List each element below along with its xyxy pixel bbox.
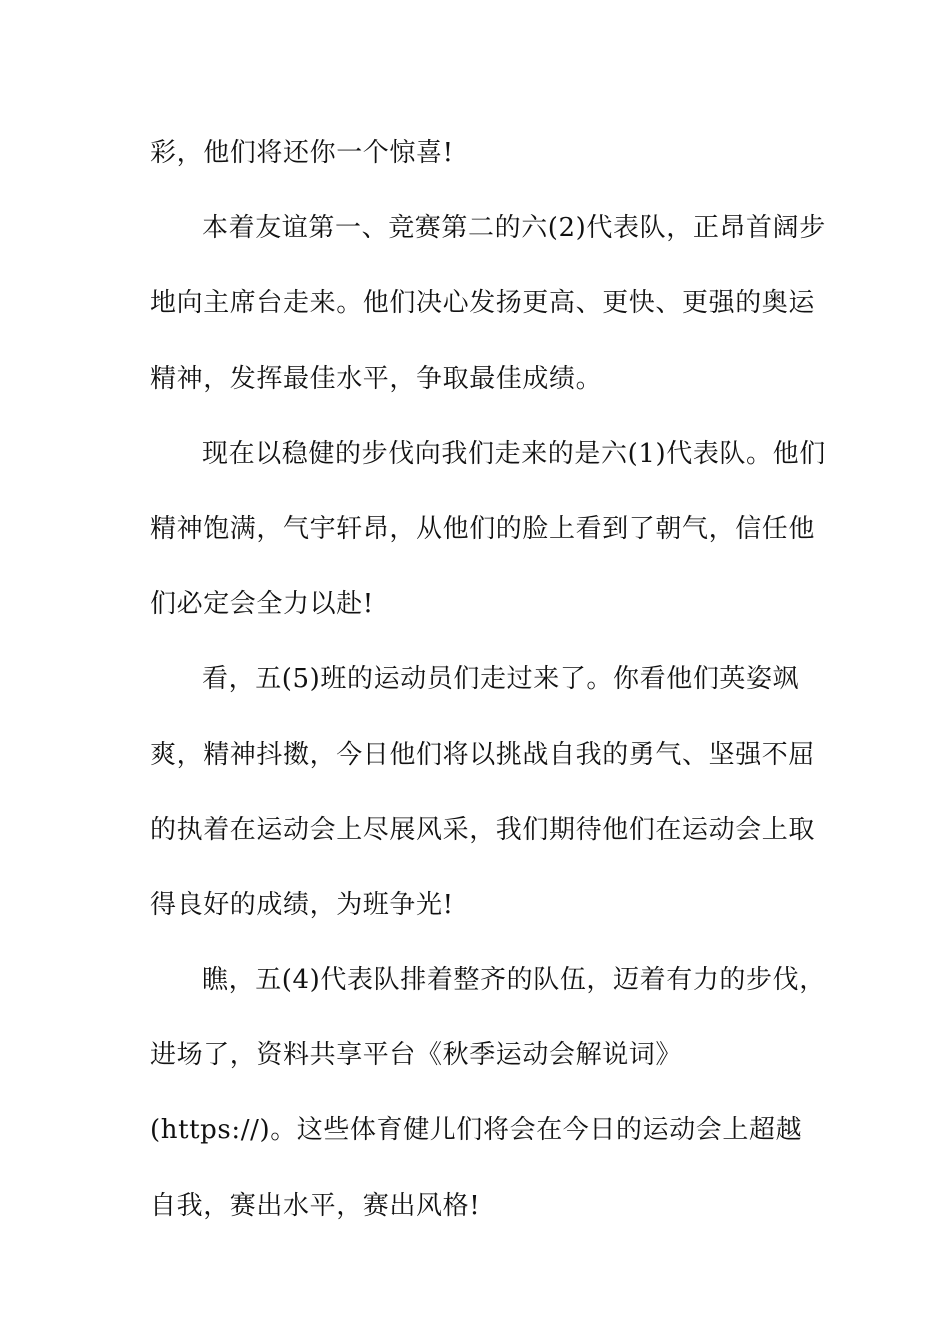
paragraph-first-line: 瞧，五(4)代表队排着整齐的队伍，迈着有力的步伐， — [202, 965, 826, 996]
paragraph-first-line: 现在以稳健的步伐向我们走来的是六(1)代表队。他们 — [202, 438, 826, 469]
text-line: 爽，精神抖擞，今日他们将以挑战自我的勇气、坚强不屈 — [150, 739, 816, 770]
text-line: 精神饱满，气宇轩昂，从他们的脸上看到了朝气，信任他 — [150, 513, 816, 544]
paragraph-first-line: 本着友谊第一、竞赛第二的六(2)代表队，正昂首阔步 — [202, 213, 826, 244]
text-line: 自我，赛出水平，赛出风格! — [150, 1190, 481, 1221]
text-line: 彩，他们将还你一个惊喜! — [150, 138, 454, 168]
text-line: (https://)。这些体育健儿们将会在今日的运动会上超越 — [150, 1115, 803, 1146]
text-line: 们必定会全力以赴! — [150, 589, 374, 620]
document-body — [150, 128, 826, 1256]
text-line: 的执着在运动会上尽展风采，我们期待他们在运动会上取 — [150, 814, 816, 845]
text-line: 地向主席台走来。他们决心发扬更高、更快、更强的奥运 — [150, 288, 816, 319]
paragraph-first-line: 看，五(5)班的运动员们走过来了。你看他们英姿飒 — [202, 664, 800, 695]
text-line: 精神，发挥最佳水平，争取最佳成绩。 — [150, 363, 603, 394]
text-line: 进场了，资料共享平台《秋季运动会解说词》 — [150, 1040, 683, 1071]
text-line: 得良好的成绩，为班争光! — [150, 889, 454, 920]
